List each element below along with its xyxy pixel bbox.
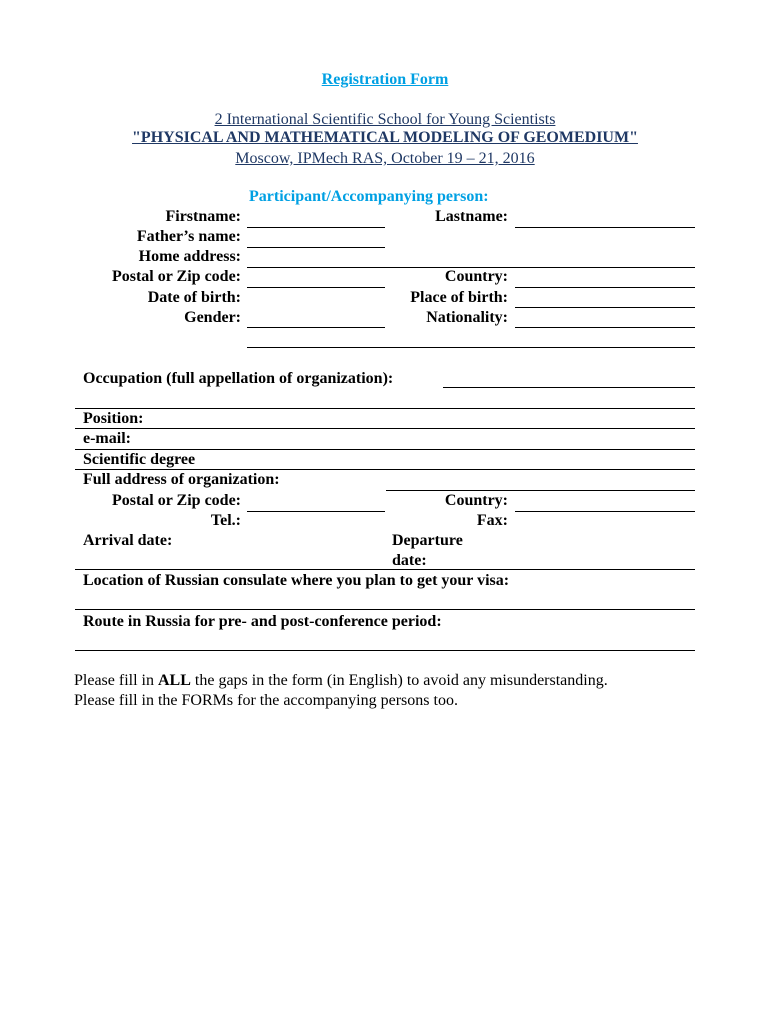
place-of-birth-label: Place of birth:: [410, 289, 508, 306]
extra-field[interactable]: [247, 347, 695, 348]
occupation-label: Occupation (full appellation of organization):: [83, 370, 394, 387]
instruction-line-1: Please fill in ALL the gaps in the form (in English) to avoid any misunderstanding.: [74, 672, 608, 689]
route-label: Route in Russia for pre- and post-conference period:: [83, 613, 442, 630]
org-postal-code-label: Postal or Zip code:: [111, 492, 241, 509]
firstname-field[interactable]: [247, 227, 385, 228]
departure-date-label: Departure: [392, 532, 463, 549]
country-label: Country:: [444, 268, 508, 285]
arrival-departure-field[interactable]: [75, 569, 695, 570]
country-field[interactable]: [515, 287, 695, 288]
org-country-label: Country:: [444, 492, 508, 509]
postal-code-field[interactable]: [247, 287, 385, 288]
fathers-name-label: Father’s name:: [136, 228, 241, 245]
date-of-birth-label: Date of birth:: [147, 289, 241, 306]
instruction-line-2: Please fill in the FORMs for the accompanying persons too.: [74, 692, 458, 709]
position-field[interactable]: [75, 428, 695, 429]
fathers-name-field[interactable]: [247, 247, 385, 248]
section-title: Participant/Accompanying person:: [249, 188, 489, 205]
gender-field[interactable]: [247, 327, 385, 328]
lastname-field[interactable]: [515, 227, 695, 228]
occupation-field[interactable]: [443, 387, 695, 388]
consulate-label: Location of Russian consulate where you plan to get your visa:: [83, 572, 510, 589]
departure-date-label-continued: date:: [392, 552, 427, 569]
email-label: e-mail:: [83, 430, 131, 447]
occupation-field-continued[interactable]: [75, 408, 695, 409]
firstname-label: Firstname:: [165, 208, 241, 225]
form-title: Registration Form: [321, 71, 449, 88]
org-postal-code-field[interactable]: [247, 511, 385, 512]
school-location-date: Moscow, IPMech RAS, October 19 – 21, 2016: [235, 150, 535, 167]
fax-label: Fax:: [476, 512, 508, 529]
full-address-label: Full address of organization:: [83, 471, 280, 488]
school-topic: "PHYSICAL AND MATHEMATICAL MODELING OF GEOMEDIUM": [132, 129, 638, 146]
nationality-field[interactable]: [515, 327, 695, 328]
place-of-birth-field[interactable]: [515, 307, 695, 308]
consulate-field[interactable]: [75, 609, 695, 610]
home-address-label: Home address:: [138, 248, 241, 265]
org-country-field[interactable]: [515, 511, 695, 512]
school-name: 2 International Scientific School for Young Scientists: [214, 111, 556, 128]
gender-label: Gender:: [184, 309, 241, 326]
nationality-label: Nationality:: [426, 309, 508, 326]
position-label: Position:: [83, 410, 144, 427]
postal-code-label: Postal or Zip code:: [111, 268, 241, 285]
route-field[interactable]: [75, 650, 695, 651]
tel-label: Tel.:: [210, 512, 241, 529]
scientific-degree-label: Scientific degree: [83, 451, 196, 468]
lastname-label: Lastname:: [435, 208, 508, 225]
arrival-date-label: Arrival date:: [83, 532, 173, 549]
